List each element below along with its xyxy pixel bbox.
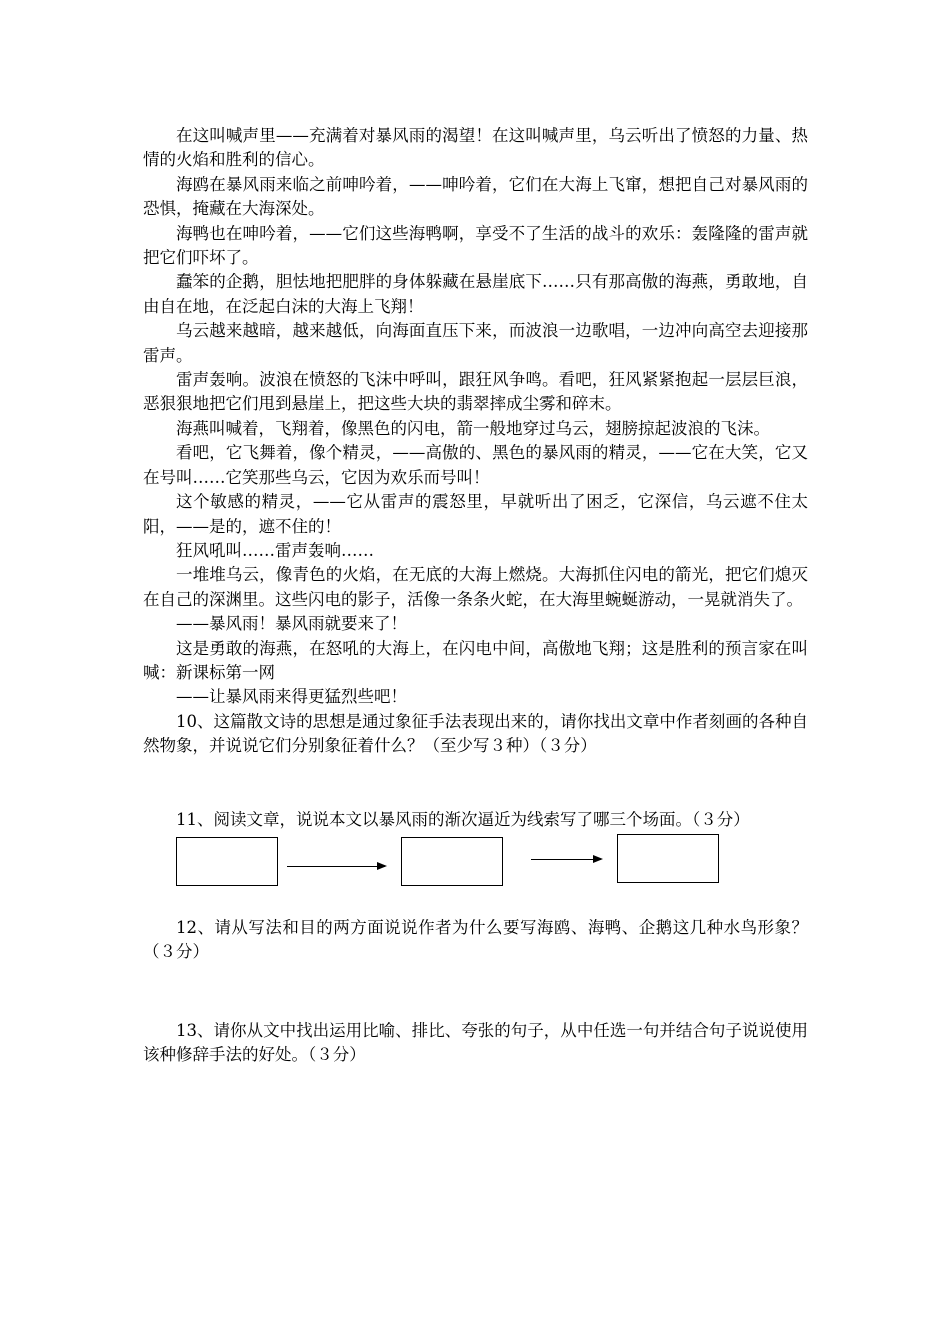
passage-paragraph-6: 雷声轰响。波浪在愤怒的飞沫中呼叫，跟狂风争鸣。看吧，狂风紧紧抱起一层层巨浪，恶狠狠地把它们甩到悬崖上，把这些大块的翡翠摔成尘雾和碎末。 <box>143 370 808 414</box>
scene-flow-diagram <box>143 832 808 916</box>
passage-paragraph-7: 海燕叫喊着，飞翔着，像黑色的闪电，箭一般地穿过乌云，翅膀掠起波浪的飞沫。 <box>176 418 770 438</box>
arrow-2-to-3 <box>531 859 601 860</box>
question-11: 11、阅读文章，说说本文以暴风雨的渐次逼近为线索写了哪三个场面。（３分） <box>176 809 750 829</box>
passage-paragraph-10: 狂风吼叫……雷声轰响…… <box>176 540 374 560</box>
passage-paragraph-8: 看吧，它飞舞着，像个精灵，——高傲的、黑色的暴风雨的精灵，——它在大笑，它又在号叫……它笑那些乌云，它因为欢乐而号叫！ <box>143 443 808 487</box>
passage-paragraph-3: 海鸭也在呻吟着，——它们这些海鸭啊，享受不了生活的战斗的欢乐：轰隆隆的雷声就把它们吓坏了。 <box>143 223 808 268</box>
worksheet-content <box>143 124 808 1068</box>
passage-paragraph-2: 海鸥在暴风雨来临之前呻吟着，——呻吟着，它们在大海上飞窜，想把自己对暴风雨的恐惧，掩藏在大海深处。 <box>143 174 808 219</box>
question-10: 10、这篇散文诗的思想是通过象征手法表现出来的，请你找出文章中作者刻画的各种自然物象，并说说它们分别象征着什么？（至少写３种）（３分） <box>143 711 808 756</box>
answer-space-12[interactable] <box>143 965 808 1019</box>
passage-paragraph-12: ——暴风雨！暴风雨就要来了！ <box>176 614 407 634</box>
passage-paragraph-5: 乌云越来越暗，越来越低，向海面直压下来，而波浪一边歌唱，一边冲向高空去迎接那雷声。 <box>143 321 808 365</box>
scene-box-1[interactable] <box>176 837 278 886</box>
arrow-1-to-2 <box>287 866 385 867</box>
scene-box-3[interactable] <box>617 834 719 883</box>
passage-paragraph-4: 蠢笨的企鹅，胆怯地把肥胖的身体躲藏在悬崖底下……只有那高傲的海燕，勇敢地，自由自在地，在泛起白沫的大海上飞翔！ <box>143 272 808 316</box>
question-12: 12、请从写法和目的两方面说说作者为什么要写海鸥、海鸭、企鹅这几种水鸟形象？（３分） <box>143 917 808 962</box>
answer-space-10[interactable] <box>143 759 808 808</box>
passage-paragraph-13: 这是勇敢的海燕，在怒吼的大海上，在闪电中间，高傲地飞翔；这是胜利的预言家在叫喊：新课标第一网 <box>143 638 808 682</box>
passage-paragraph-1: 在这叫喊声里——充满着对暴风雨的渴望！在这叫喊声里，乌云听出了愤怒的力量、热情的火焰和胜利的信心。 <box>143 126 808 170</box>
passage-paragraph-9: 这个敏感的精灵，——它从雷声的震怒里，早就听出了困乏，它深信，乌云遮不住太阳，——是的，遮不住的！ <box>143 492 808 536</box>
question-13: 13、请你从文中找出运用比喻、排比、夸张的句子，从中任选一句并结合句子说说使用该种修辞手法的好处。（３分） <box>143 1020 808 1065</box>
scene-box-2[interactable] <box>401 837 503 886</box>
passage-paragraph-11: 一堆堆乌云，像青色的火焰，在无底的大海上燃烧。大海抓住闪电的箭光，把它们熄灭在自己的深渊里。这些闪电的影子，活像一条条火蛇，在大海里蜿蜒游动，一晃就消失了。 <box>143 565 808 609</box>
passage-paragraph-14: ——让暴风雨来得更猛烈些吧！ <box>176 687 407 707</box>
